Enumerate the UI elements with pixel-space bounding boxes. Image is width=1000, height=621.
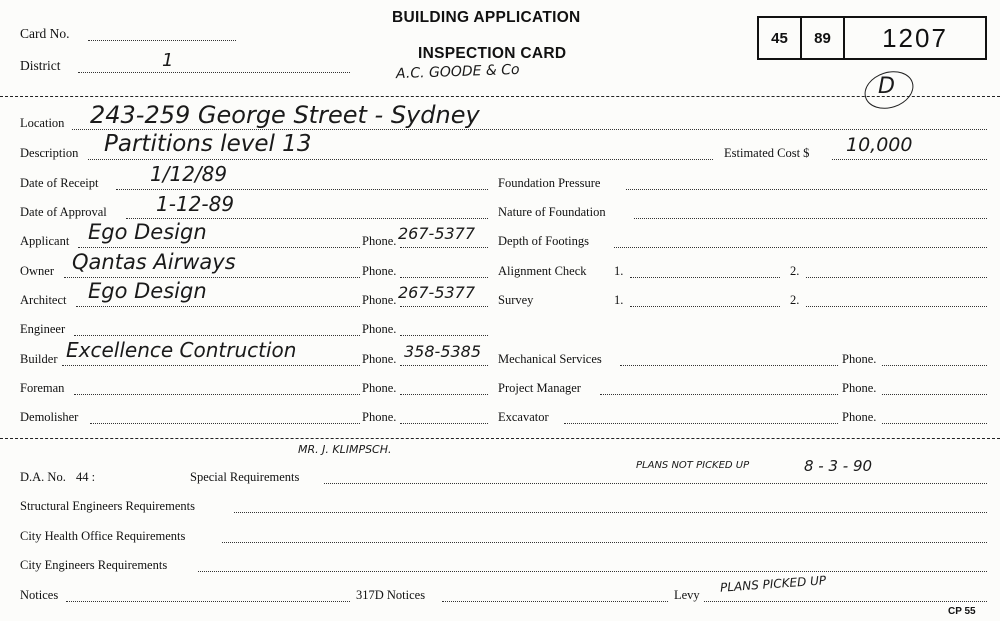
survey-1-field[interactable]	[630, 306, 780, 307]
demolisher-phone-field[interactable]	[400, 423, 488, 424]
applicant-label: Applicant	[20, 234, 70, 248]
architect-field[interactable]	[76, 306, 360, 307]
date-receipt-label: Date of Receipt	[20, 176, 99, 190]
builder-phone-value: 358-5385	[404, 342, 482, 361]
health-requirements-field[interactable]	[222, 542, 987, 543]
special-requirements-field[interactable]	[324, 483, 987, 484]
levy-field[interactable]	[704, 601, 987, 602]
architect-phone-field[interactable]	[400, 306, 488, 307]
card-no-field[interactable]	[88, 40, 236, 41]
structural-requirements-field[interactable]	[234, 512, 987, 513]
notices-label: Notices	[20, 588, 59, 602]
description-field[interactable]	[88, 159, 713, 160]
engineer-field[interactable]	[74, 335, 360, 336]
inspector-handwritten: A.C. GOODE & Co	[395, 61, 520, 83]
builder-field[interactable]	[62, 365, 360, 366]
levy-note: PLANS PICKED UP	[719, 573, 827, 595]
date-receipt-field[interactable]	[116, 189, 488, 190]
architect-label: Architect	[20, 293, 67, 307]
project-manager-phone-label: Phone.	[842, 381, 877, 395]
location-label: Location	[20, 116, 65, 130]
alignment-check-1-field[interactable]	[630, 277, 780, 278]
project-manager-field[interactable]	[600, 394, 838, 395]
depth-footings-label: Depth of Footings	[498, 234, 589, 248]
builder-phone-field[interactable]	[400, 365, 488, 366]
foreman-field[interactable]	[74, 394, 360, 395]
estimated-cost-field[interactable]	[832, 159, 987, 160]
location-field[interactable]	[72, 129, 987, 130]
mechanical-services-label: Mechanical Services	[498, 352, 602, 366]
section-divider-top	[0, 96, 1000, 97]
district-label: District	[20, 58, 61, 73]
excavator-phone-field[interactable]	[882, 423, 987, 424]
mechanical-services-phone-field[interactable]	[882, 365, 987, 366]
nature-foundation-label: Nature of Foundation	[498, 205, 606, 219]
alignment-check-1-label: 1.	[614, 264, 624, 278]
owner-field[interactable]	[64, 277, 360, 278]
special-requirements-note: PLANS NOT PICKED UP	[636, 460, 750, 471]
architect-phone-label: Phone.	[362, 293, 397, 307]
special-requirements-label: Special Requirements	[190, 470, 300, 484]
estimated-cost-label: Estimated Cost $	[724, 146, 810, 160]
date-approval-field[interactable]	[126, 218, 488, 219]
engineer-label: Engineer	[20, 322, 66, 336]
foundation-pressure-label: Foundation Pressure	[498, 176, 601, 190]
circled-mark-letter: D	[878, 74, 895, 99]
applicant-field[interactable]	[78, 247, 360, 248]
location-value: 243-259 George Street - Sydney	[90, 101, 480, 129]
applicant-phone-field[interactable]	[400, 247, 488, 248]
contact-handwritten: MR. J. KLIMPSCH.	[298, 443, 392, 456]
builder-phone-label: Phone.	[362, 352, 397, 366]
builder-value: Excellence Contruction	[66, 338, 297, 362]
structural-requirements-label: Structural Engineers Requirements	[20, 499, 195, 513]
mechanical-services-phone-label: Phone.	[842, 352, 877, 366]
excavator-field[interactable]	[564, 423, 838, 424]
form-title-line2: INSPECTION CARD	[418, 45, 567, 62]
notices-field[interactable]	[66, 601, 350, 602]
form-title-line1: BUILDING APPLICATION	[392, 9, 581, 26]
district-value: 1	[162, 50, 174, 71]
survey-2-field[interactable]	[806, 306, 987, 307]
district-field[interactable]	[78, 72, 350, 73]
applicant-value: Ego Design	[88, 220, 207, 244]
demolisher-label: Demolisher	[20, 410, 79, 424]
card-no-label: Card No.	[20, 26, 70, 41]
date-receipt-value: 1/12/89	[150, 162, 228, 186]
foundation-pressure-field[interactable]	[626, 189, 987, 190]
notices-317d-label: 317D Notices	[356, 588, 426, 602]
form-code: CP 55	[948, 606, 976, 617]
box-b: 89	[800, 16, 845, 60]
architect-value: Ego Design	[88, 279, 207, 303]
project-manager-phone-field[interactable]	[882, 394, 987, 395]
description-value: Partitions level 13	[104, 131, 312, 157]
engineer-phone-label: Phone.	[362, 322, 397, 336]
foreman-phone-label: Phone.	[362, 381, 397, 395]
owner-value: Qantas Airways	[72, 250, 236, 274]
excavator-label: Excavator	[498, 410, 549, 424]
applicant-phone-label: Phone.	[362, 234, 397, 248]
owner-label: Owner	[20, 264, 55, 278]
engineer-phone-field[interactable]	[400, 335, 488, 336]
foreman-phone-field[interactable]	[400, 394, 488, 395]
description-label: Description	[20, 146, 79, 160]
box-a: 45	[757, 16, 802, 60]
date-approval-label: Date of Approval	[20, 205, 107, 219]
card-number-box: 1207	[843, 16, 987, 60]
da-no-value: 44 :	[76, 470, 96, 484]
mechanical-services-field[interactable]	[620, 365, 838, 366]
health-requirements-label: City Health Office Requirements	[20, 529, 186, 543]
survey-1-label: 1.	[614, 293, 624, 307]
demolisher-field[interactable]	[90, 423, 360, 424]
nature-foundation-field[interactable]	[634, 218, 987, 219]
owner-phone-label: Phone.	[362, 264, 397, 278]
notices-317d-field[interactable]	[442, 601, 668, 602]
city-engineers-requirements-field[interactable]	[198, 571, 987, 572]
da-no-label: D.A. No.	[20, 470, 66, 484]
alignment-check-2-field[interactable]	[806, 277, 987, 278]
architect-phone-value: 267-5377	[398, 283, 476, 302]
project-manager-label: Project Manager	[498, 381, 581, 395]
depth-footings-field[interactable]	[614, 247, 987, 248]
survey-2-label: 2.	[790, 293, 800, 307]
section-divider-bottom	[0, 438, 1000, 439]
foreman-label: Foreman	[20, 381, 65, 395]
estimated-cost-value: 10,000	[846, 134, 913, 156]
survey-label: Survey	[498, 293, 534, 307]
alignment-check-label: Alignment Check	[498, 264, 587, 278]
special-requirements-date: 8 - 3 - 90	[804, 457, 873, 475]
applicant-phone-value: 267-5377	[398, 224, 476, 243]
city-engineers-requirements-label: City Engineers Requirements	[20, 558, 168, 572]
builder-label: Builder	[20, 352, 58, 366]
owner-phone-field[interactable]	[400, 277, 488, 278]
date-approval-value: 1-12-89	[156, 192, 235, 216]
levy-label: Levy	[674, 588, 700, 602]
excavator-phone-label: Phone.	[842, 410, 877, 424]
alignment-check-2-label: 2.	[790, 264, 800, 278]
demolisher-phone-label: Phone.	[362, 410, 397, 424]
